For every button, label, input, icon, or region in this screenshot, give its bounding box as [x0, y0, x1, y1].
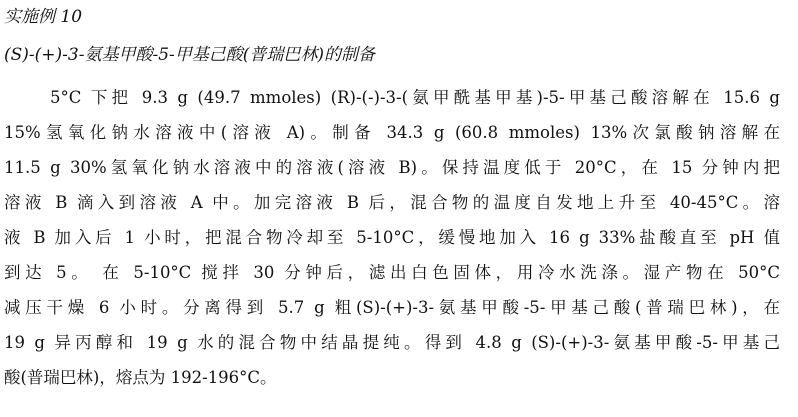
paragraph-line: 液 B 加入后 1 小时，把混合物冷却至 5-10°C，缓慢地加入 16 g 33%盐酸直至 pH 值: [4, 228, 780, 247]
paragraph-line: 减压干燥 6 小时。分离得到 5.7 g 粗(S)-(+)-3-氨基甲酸-5-甲基己酸(普瑞巴林)，在: [4, 298, 780, 317]
paragraph-line: 到达 5。 在 5-10°C 搅拌 30 分钟后，滤出白色固体，用冷水洗涤。湿产物在 50°C: [4, 263, 780, 282]
paragraph-line: 11.5 g 30%氢氧化钠水溶液中的溶液(溶液 B)。保持温度低于 20°C，在 15 分钟内把: [4, 158, 780, 177]
paragraph-line: 溶液 B 滴入到溶液 A 中。加完溶液 B 后，混合物的温度自发地上升至 40-45°C。溶: [4, 193, 780, 212]
paragraph-line: 19 g 异丙醇和 19 g 水的混合物中结晶提纯。得到 4.8 g (S)-(+)-3-氨基甲酸-5-甲基己: [4, 333, 780, 352]
paragraph-line: 5°C 下把 9.3 g (49.7 mmoles) (R)-(-)-3-(氨甲酰基甲基)-5-甲基己酸溶解在 15.6 g: [50, 88, 780, 107]
example-title: 实施例 10: [4, 7, 83, 27]
paragraph-line: 15%氢氧化钠水溶液中(溶液 A)。制备 34.3 g (60.8 mmoles) 13%次氯酸钠溶解在: [4, 123, 780, 142]
paragraph-line: 酸(普瑞巴林)，熔点为 192-196°C。: [4, 368, 277, 387]
section-title: (S)-(+)-3-氨基甲酸-5-甲基己酸(普瑞巴林)的制备: [4, 45, 376, 65]
